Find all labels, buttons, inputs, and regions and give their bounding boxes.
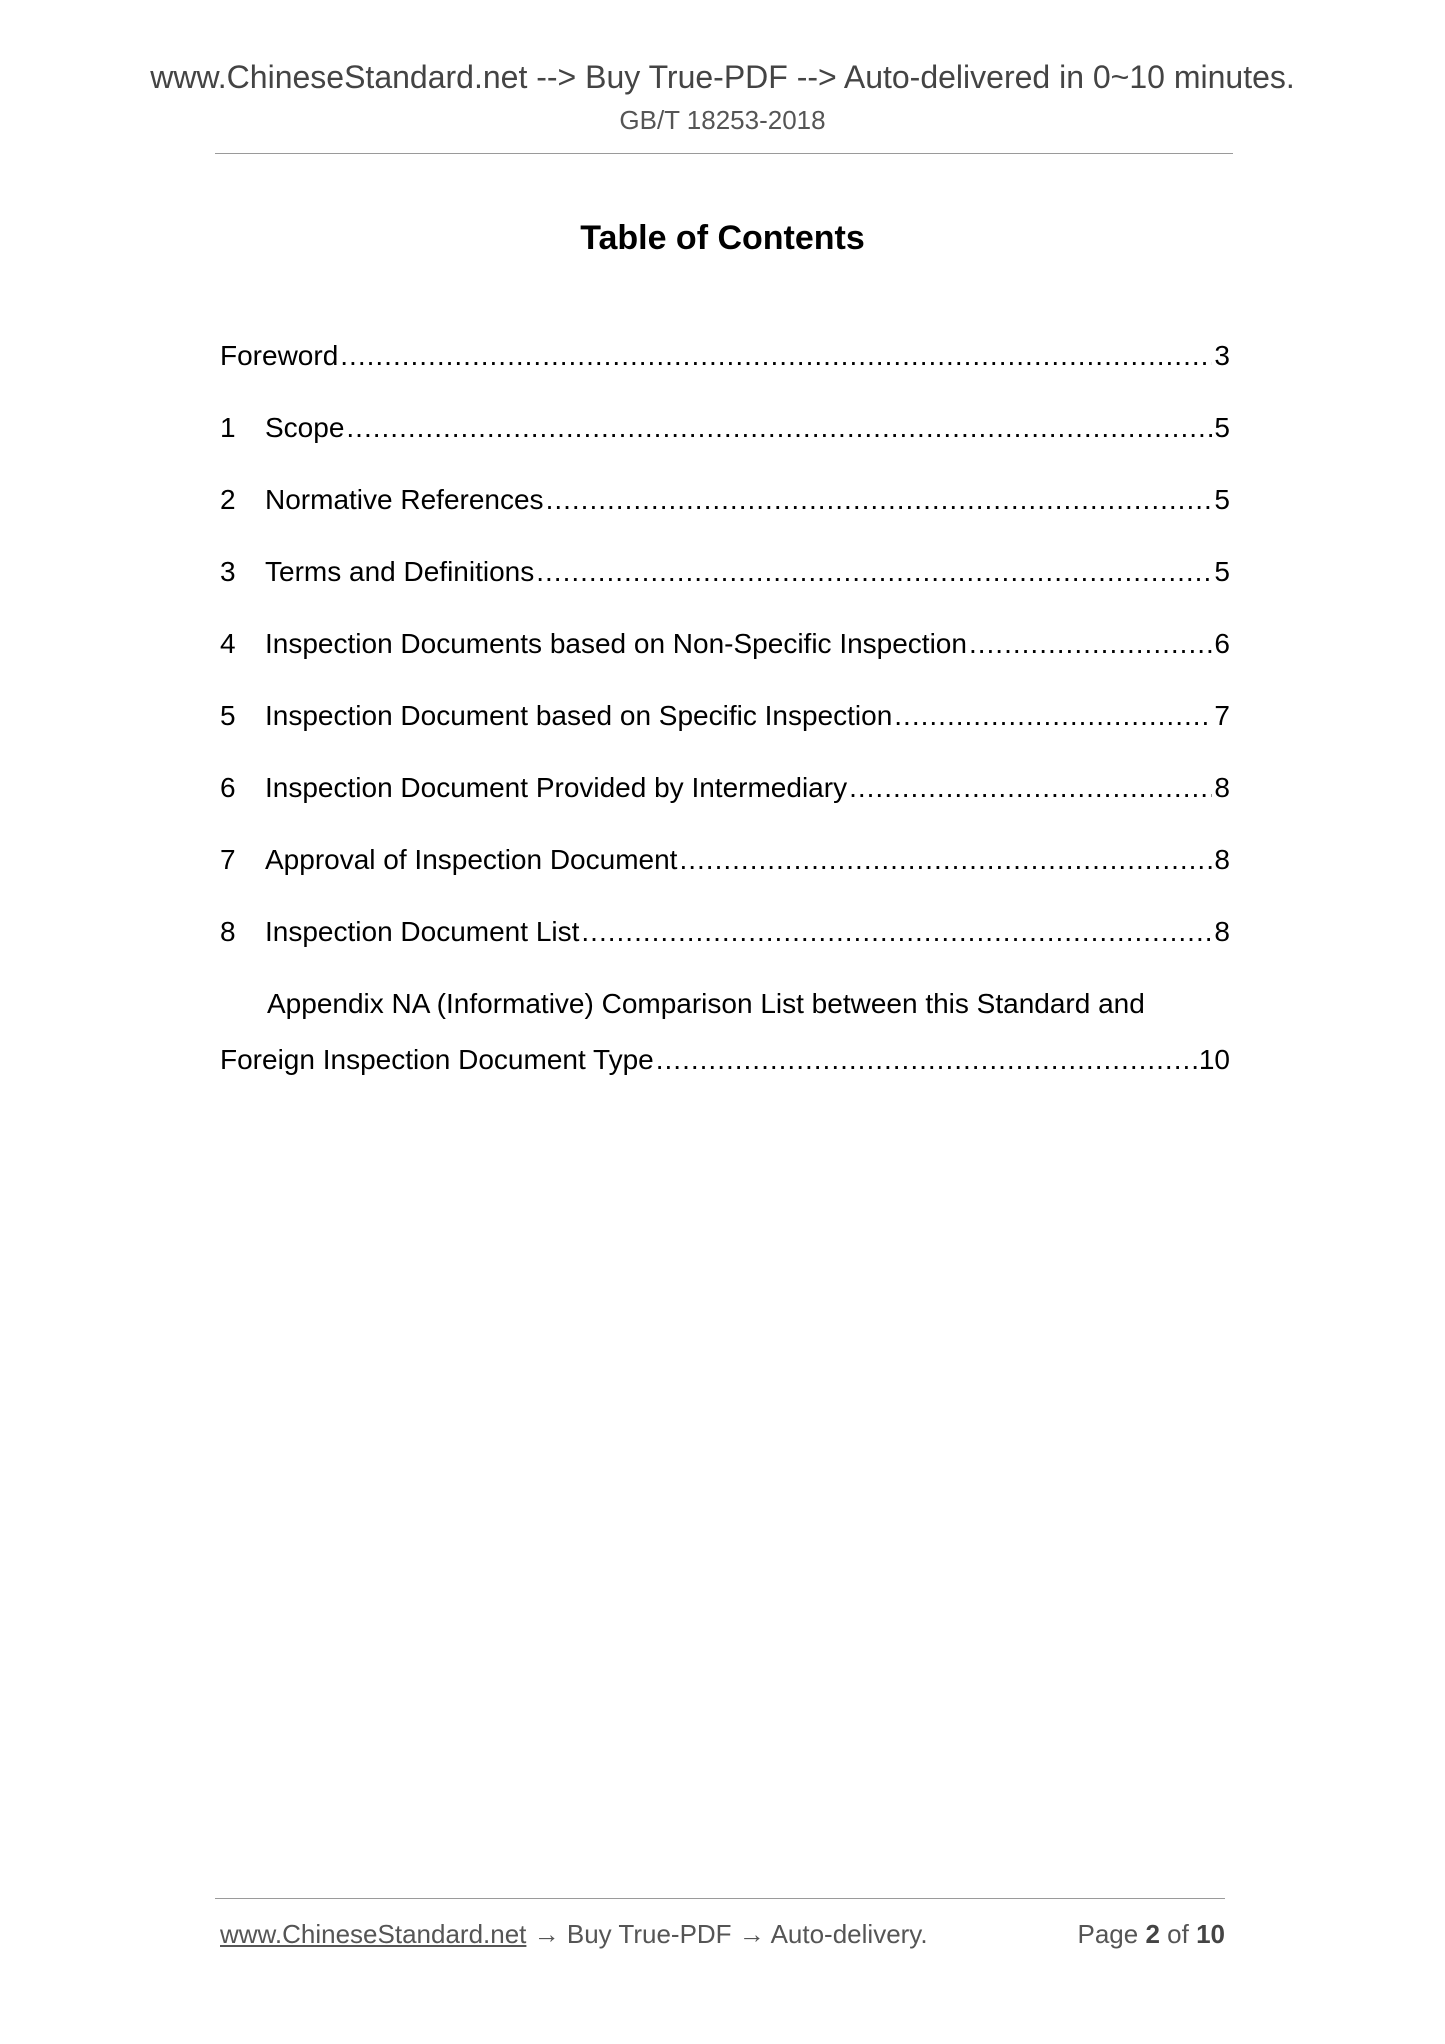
standard-number: GB/T 18253-2018 [619, 105, 826, 135]
toc-entry-number: 1 [220, 412, 236, 443]
toc-entry-number: 7 [220, 844, 236, 875]
toc-entry-page: 8 [1214, 844, 1230, 875]
toc-entry-number: 8 [220, 916, 236, 947]
toc-entry-label: Terms and Definitions [265, 556, 535, 587]
toc-title: Table of Contents [580, 219, 865, 257]
page-current: 2 [1145, 1919, 1160, 1949]
toc-entry-page: 5 [1214, 484, 1230, 515]
toc-entry-label: Inspection Document Provided by Intermediary [265, 772, 848, 803]
toc-entry-normative-references[interactable] [220, 480, 1230, 552]
page-total: 10 [1196, 1919, 1225, 1949]
toc-appendix-line2: Foreign Inspection Document Type [220, 1044, 654, 1075]
page-of: of [1167, 1919, 1189, 1949]
page-word: Page [1077, 1919, 1139, 1949]
toc-entry-document-list[interactable] [220, 912, 1230, 984]
footer-site-link[interactable]: www.ChineseStandard.net [220, 1919, 527, 1949]
toc-leader-dots [679, 840, 1212, 880]
toc-entry-page: 5 [1214, 556, 1230, 587]
footer-left [220, 1914, 928, 1954]
table-of-contents [220, 336, 1230, 1112]
toc-entry-page: 8 [1214, 916, 1230, 947]
toc-entry-number: 6 [220, 772, 236, 803]
toc-leader-dots [546, 480, 1213, 520]
toc-leader-dots [849, 768, 1212, 808]
toc-leader-dots [894, 696, 1212, 736]
toc-leader-dots [346, 408, 1212, 448]
toc-leader-dots [340, 336, 1212, 376]
page-indicator [1077, 1914, 1225, 1954]
footer-tagline: → Buy True-PDF → Auto-delivery. [526, 1919, 928, 1949]
toc-entry-approval[interactable] [220, 840, 1230, 912]
toc-entry-label: Scope [265, 412, 345, 443]
header-title: www.ChineseStandard.net --> Buy True-PDF --> Auto-delivered in 0~10 minutes. [150, 59, 1295, 95]
toc-leader-dots [656, 1040, 1197, 1080]
toc-entry-terms-definitions[interactable] [220, 552, 1230, 624]
toc-entry-number: 2 [220, 484, 236, 515]
toc-entry-number: 4 [220, 628, 236, 659]
toc-entry-page: 3 [1214, 340, 1230, 371]
toc-entry-page: 5 [1214, 412, 1230, 443]
toc-entry-number: 5 [220, 700, 236, 731]
toc-entry-foreword[interactable] [220, 336, 1230, 408]
toc-entry-label: Inspection Documents based on Non-Specific Inspection [265, 628, 967, 659]
toc-entry-label: Approval of Inspection Document [265, 844, 678, 875]
toc-entry-label: Inspection Document based on Specific Inspection [265, 700, 893, 731]
toc-appendix-line1[interactable]: Appendix NA (Informative) Comparison List between this Standard and [267, 988, 1145, 1019]
toc-entry-scope[interactable] [220, 408, 1230, 480]
toc-entry-page: 6 [1214, 628, 1230, 659]
toc-entry-number: 3 [220, 556, 236, 587]
toc-entry-intermediary[interactable] [220, 768, 1230, 840]
toc-entry-label: Normative References [265, 484, 544, 515]
page-footer [220, 1914, 1225, 1954]
toc-leader-dots [581, 912, 1212, 952]
toc-entry-page: 10 [1198, 1044, 1230, 1075]
header-divider [215, 153, 1233, 154]
toc-leader-dots [536, 552, 1212, 592]
toc-entry-page: 8 [1214, 772, 1230, 803]
toc-entry-appendix[interactable] [220, 1040, 1230, 1112]
toc-entry-label: Inspection Document List [265, 916, 580, 947]
toc-entry-non-specific-inspection[interactable] [220, 624, 1230, 696]
footer-divider [215, 1898, 1225, 1899]
toc-entry-label: Foreword [220, 340, 339, 371]
toc-entry-page: 7 [1214, 700, 1230, 731]
toc-leader-dots [969, 624, 1212, 664]
toc-entry-specific-inspection[interactable] [220, 696, 1230, 768]
